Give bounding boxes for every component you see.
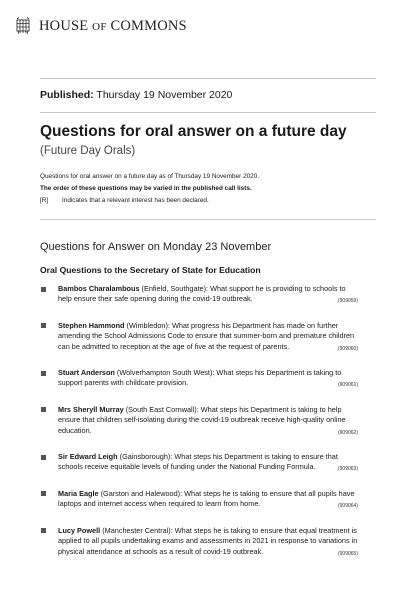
portcullis-icon xyxy=(16,17,30,35)
notes-line-3 xyxy=(40,195,370,207)
section-heading: Questions for Answer on Monday 23 November xyxy=(40,241,272,253)
bullet-icon xyxy=(41,407,46,412)
intro-notes xyxy=(40,171,370,207)
member-constituency: (Wimbledon): xyxy=(124,320,170,330)
page-subtitle: (Future Day Orals) xyxy=(40,145,136,157)
bullet-icon xyxy=(41,455,46,460)
question-list xyxy=(40,284,358,573)
member-name: Stuart Anderson xyxy=(58,368,115,378)
divider-under-published xyxy=(40,112,376,113)
question-reference: (909065) xyxy=(337,550,358,557)
question-item xyxy=(40,405,358,438)
published-date: Thursday 19 November 2020 xyxy=(96,89,233,101)
member-name: Maria Eagle xyxy=(58,488,99,498)
relevant-interest-marker: [R] xyxy=(40,197,49,204)
question-text: What steps his Department is taking to support parents with childcare provision. xyxy=(58,368,342,388)
page-title: Questions for oral answer on a future day xyxy=(40,123,347,140)
question-text: What progress his Department has made on further amending the School Admissions Code to ensure that summer-born and premature children can be admitted to reception at the age of five at the request of parents. xyxy=(58,320,355,351)
question-reference: (909061) xyxy=(337,382,358,389)
question-item xyxy=(40,489,358,512)
question-reference: (909064) xyxy=(337,503,358,510)
notes-line-1: Questions for oral answer on a future day as of Thursday 19 November 2020. xyxy=(40,173,260,180)
question-text: What support he is providing to schools to help ensure their safe opening during the covid-19 outbreak. xyxy=(58,284,346,304)
question-text: What steps he is taking to ensure that equal treatment is applied to all pupils undertaking exams and assessments in 2021 in response to variations in physical attendance at schools as a result of covid-19 outbreak. xyxy=(58,525,358,556)
member-name: Sir Edward Leigh xyxy=(58,452,118,462)
member-name: Bambos Charalambous xyxy=(58,284,140,293)
member-constituency: (Gainsborough): xyxy=(117,452,173,462)
published-line xyxy=(40,89,232,101)
department-heading: Oral Questions to the Secretary of State for Education xyxy=(40,265,261,275)
member-name: Mrs Sheryll Murray xyxy=(58,404,124,414)
divider-under-notes xyxy=(40,219,376,220)
bullet-icon xyxy=(41,491,46,496)
member-name: Lucy Powell xyxy=(58,525,101,535)
member-constituency: (Wolverhampton South West): xyxy=(114,368,215,378)
question-reference: (909060) xyxy=(337,345,358,352)
house-of-commons-header xyxy=(16,17,187,35)
question-text: What steps his Department is taking to help ensure that children self-isolating during the covid-19 outbreak receive high-quality online education. xyxy=(58,404,346,435)
question-item xyxy=(40,321,358,354)
question-item xyxy=(40,526,358,559)
question-reference: (909062) xyxy=(337,429,358,436)
question-item xyxy=(40,368,358,391)
question-text: What steps he is taking to ensure that all pupils have laptops and internet access when required to learn from home. xyxy=(58,488,355,509)
member-constituency: (Manchester Central): xyxy=(100,525,173,535)
question-item xyxy=(40,284,358,307)
divider-top xyxy=(40,78,376,79)
bullet-icon xyxy=(41,528,46,533)
member-constituency: (South East Cornwall): xyxy=(123,404,199,414)
published-label: Published: xyxy=(40,89,94,101)
bullet-icon xyxy=(41,323,46,328)
question-reference: (909063) xyxy=(337,466,358,473)
bullet-icon xyxy=(41,287,46,292)
notes-line-2: The order of these questions may be varied in the published call lists. xyxy=(40,185,252,192)
member-constituency: (Garston and Halewood): xyxy=(98,488,183,498)
member-name: Stephen Hammond xyxy=(58,320,125,330)
house-of-commons-wordmark: HOUSE OF COMMONS xyxy=(39,17,187,34)
member-constituency: (Enfield, Southgate): xyxy=(139,284,209,293)
bullet-icon xyxy=(41,371,46,376)
question-item xyxy=(40,452,358,475)
question-reference: (909059) xyxy=(337,298,358,305)
relevant-interest-text: Indicates that a relevant interest has been declared. xyxy=(62,197,209,204)
question-text: What steps his Department is taking to ensure that schools receive equitable levels of funding under the National Funding Formula. xyxy=(58,452,338,472)
